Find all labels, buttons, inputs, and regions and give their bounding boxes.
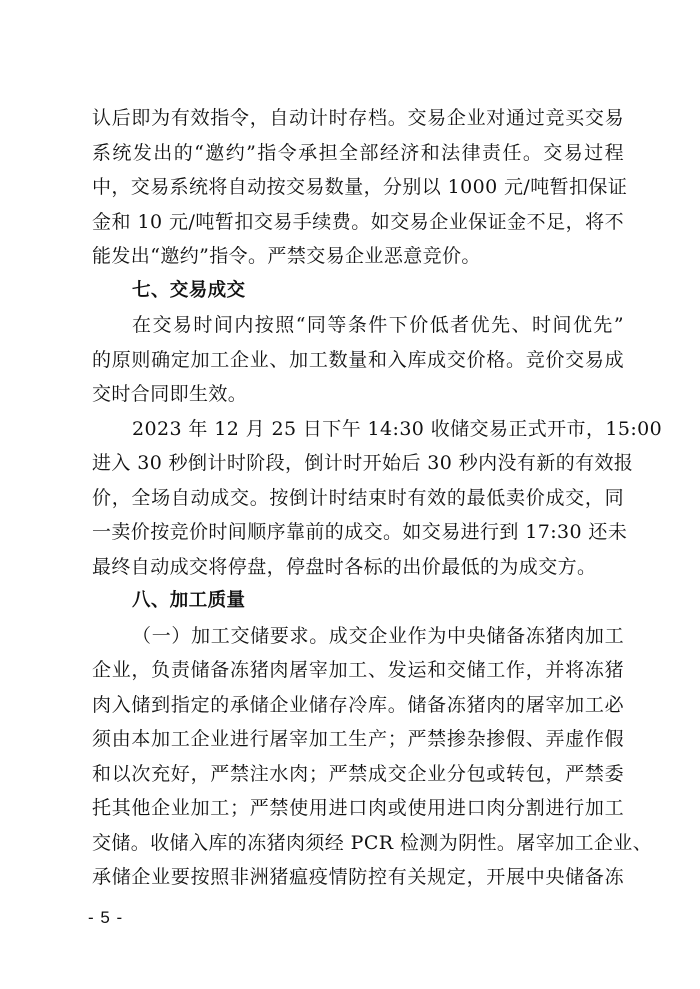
- section-heading-8: 八、加工质量: [132, 590, 246, 611]
- text-line: 的原则确定加工企业、加工数量和入库成交价格。竞价交易成: [92, 348, 624, 371]
- text-line: 一卖价按竞价时间顺序靠前的成交。如交易进行到 17:30 还未: [92, 521, 628, 543]
- text-line: 系统发出的“邀约”指令承担全部经济和法律责任。交易过程: [92, 141, 624, 164]
- text-line: 交储。收储入库的冻猪肉须经 PCR 检测为阴性。屠宰加工企业、: [92, 831, 653, 854]
- text-line: （一）加工交储要求。成交企业作为中央储备冻猪肉加工: [132, 624, 624, 647]
- text-line: 交时合同即生效。: [92, 383, 248, 405]
- text-line: 价，全场自动成交。按倒计时结束时有效的最低卖价成交，同: [92, 486, 624, 509]
- text-line: 2023 年 12 月 25 日下午 14:30 收储交易正式开市，15:00: [132, 417, 663, 440]
- text-line: 企业，负责储备冻猪肉屠宰加工、发运和交储工作，并将冻猪: [92, 659, 624, 681]
- text-line: 托其他企业加工；严禁使用进口肉或使用进口肉分割进行加工: [92, 797, 624, 819]
- document-body: [92, 101, 663, 895]
- text-line: 认后即为有效指令，自动计时存档。交易企业对通过竞买交易: [92, 107, 624, 129]
- text-line: 金和 10 元/吨暂扣交易手续费。如交易企业保证金不足，将不: [92, 210, 624, 233]
- text-line: 和以次充好，严禁注水肉；严禁成交企业分包或转包，严禁委: [92, 762, 624, 785]
- section-heading-7: 七、交易成交: [132, 279, 246, 301]
- text-line: 能发出“邀约”指令。严禁交易企业恶意竞价。: [92, 245, 481, 267]
- text-line: 承储企业要按照非洲猪瘟疫情防控有关规定，开展中央储备冻: [92, 866, 624, 888]
- text-line: 最终自动成交将停盘，停盘时各标的出价最低的为成交方。: [92, 555, 597, 578]
- text-line: 进入 30 秒倒计时阶段，倒计时开始后 30 秒内没有新的有效报: [92, 452, 634, 474]
- page-number: - 5 -: [88, 908, 124, 927]
- text-line: 须由本加工企业进行屠宰加工生产；严禁掺杂掺假、弄虚作假: [92, 728, 624, 750]
- text-line: 在交易时间内按照“同等条件下价低者优先、时间优先”: [132, 314, 624, 336]
- text-line: 肉入储到指定的承储企业储存冷库。储备冻猪肉的屠宰加工必: [92, 693, 624, 716]
- text-line: 中，交易系统将自动按交易数量，分别以 1000 元/吨暂扣保证: [92, 176, 628, 198]
